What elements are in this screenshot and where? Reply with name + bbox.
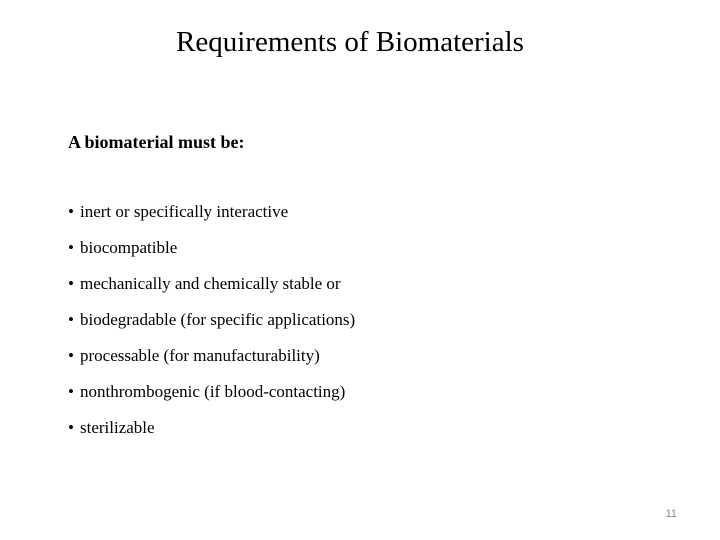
list-item	[68, 308, 355, 344]
list-item-text: biocompatible	[80, 238, 178, 257]
list-item	[68, 236, 355, 272]
list-item-text: sterilizable	[80, 418, 155, 437]
list-item-text: biodegradable (for specific applications)	[80, 310, 356, 329]
list-item	[68, 416, 355, 452]
list-item	[68, 272, 355, 308]
requirements-list	[68, 200, 355, 452]
list-item	[68, 380, 355, 416]
bullet-icon: •	[68, 274, 74, 293]
bullet-icon: •	[68, 418, 74, 437]
intro-text: A biomaterial must be:	[68, 132, 245, 152]
list-item-text: mechanically and chemically stable or	[80, 274, 341, 293]
list-item-text: inert or specifically interactive	[80, 202, 289, 221]
bullet-icon: •	[68, 382, 74, 401]
bullet-icon: •	[68, 202, 74, 221]
list-item	[68, 344, 355, 380]
bullet-icon: •	[68, 346, 74, 365]
slide-title: Requirements of Biomaterials	[176, 26, 524, 58]
list-item	[68, 200, 355, 236]
list-item-text: nonthrombogenic (if blood‐contacting)	[80, 382, 346, 401]
page-number: 11	[665, 508, 677, 520]
bullet-icon: •	[68, 238, 74, 257]
bullet-icon: •	[68, 310, 74, 329]
list-item-text: processable (for manufacturability)	[80, 346, 320, 365]
